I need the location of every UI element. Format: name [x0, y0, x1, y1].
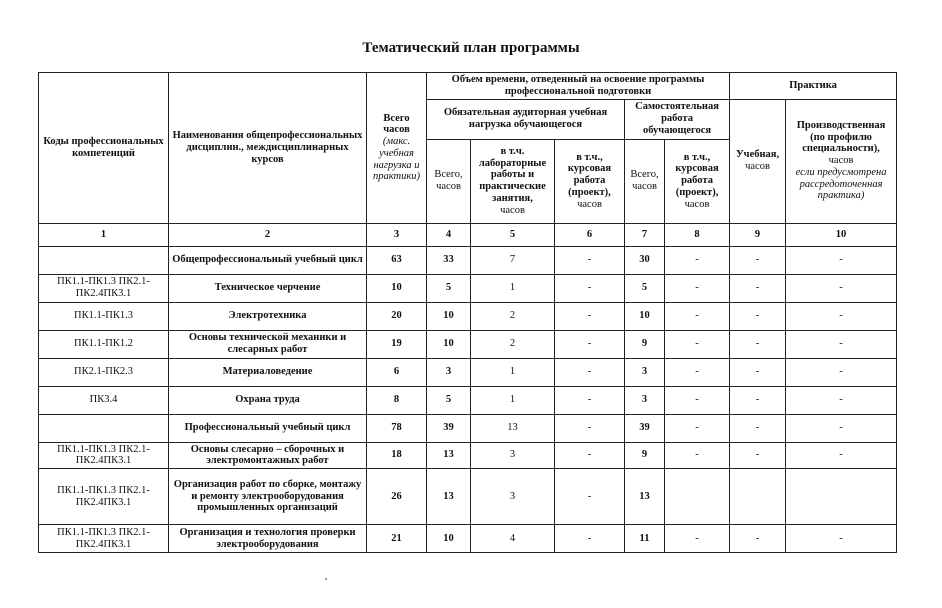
table-row	[39, 469, 897, 525]
total-hours-cell: 20	[367, 302, 427, 330]
mandatory-lab-cell: 3	[471, 469, 555, 525]
table-row	[39, 358, 897, 386]
mandatory-course-cell: -	[555, 358, 625, 386]
mandatory-course-cell: -	[555, 469, 625, 525]
column-number: 10	[786, 223, 897, 246]
independent-course-cell	[665, 469, 730, 525]
table-row	[39, 302, 897, 330]
mandatory-total-cell: 13	[427, 469, 471, 525]
header-independent-course	[665, 139, 730, 223]
column-number: 5	[471, 223, 555, 246]
total-hours-cell: 26	[367, 469, 427, 525]
practice-study-cell: -	[730, 302, 786, 330]
mandatory-course-cell: -	[555, 525, 625, 553]
header-independent: Самостоятельная работа обучающегося	[625, 99, 730, 139]
total-hours-cell: 8	[367, 386, 427, 414]
header-mandatory-course-label: в т.ч., курсовая работа (проект),	[567, 151, 612, 198]
mandatory-course-cell: -	[555, 330, 625, 358]
header-practice-study-unit: часов	[745, 161, 770, 172]
mandatory-course-cell: -	[555, 386, 625, 414]
practice-production-cell: -	[786, 386, 897, 414]
header-practice-study	[730, 99, 786, 223]
header-independent-course-label: в т.ч., курсовая работа (проект),	[675, 151, 719, 198]
practice-production-cell: -	[786, 274, 897, 302]
column-number: 4	[427, 223, 471, 246]
mandatory-course-cell: -	[555, 442, 625, 469]
discipline-name-cell: Основы слесарно – сборочных и электромонтажных работ	[169, 442, 367, 469]
header-mandatory: Обязательная аудиторная учебная нагрузка обучающегося	[427, 99, 625, 139]
table-row	[39, 386, 897, 414]
header-mandatory-lab-unit: часов	[500, 204, 525, 216]
independent-total-cell: 3	[625, 358, 665, 386]
competence-code-cell: ПК1.1-ПК1.3 ПК2.1-ПК2.4ПК3.1	[39, 442, 169, 469]
column-number: 7	[625, 223, 665, 246]
independent-total-cell: 9	[625, 330, 665, 358]
practice-study-cell: -	[730, 525, 786, 553]
independent-course-cell: -	[665, 414, 730, 442]
mandatory-lab-cell: 1	[471, 358, 555, 386]
mandatory-lab-cell: 13	[471, 414, 555, 442]
table-row	[39, 330, 897, 358]
column-number: 3	[367, 223, 427, 246]
mandatory-total-cell: 10	[427, 302, 471, 330]
competence-code-cell: ПК2.1-ПК2.3	[39, 358, 169, 386]
header-codes: Коды профессиональных компетенций	[39, 73, 169, 224]
competence-code-cell: ПК1.1-ПК1.2	[39, 330, 169, 358]
competence-code-cell: ПК1.1-ПК1.3	[39, 302, 169, 330]
independent-course-cell: -	[665, 358, 730, 386]
independent-total-cell: 30	[625, 246, 665, 274]
practice-production-cell	[786, 469, 897, 525]
column-number: 1	[39, 223, 169, 246]
mandatory-course-cell: -	[555, 274, 625, 302]
header-volume: Объем времени, отведенный на освоение программы профессиональной подготовки	[427, 73, 730, 100]
independent-total-cell: 39	[625, 414, 665, 442]
practice-production-cell: -	[786, 302, 897, 330]
table-row	[39, 525, 897, 553]
table-row	[39, 274, 897, 302]
independent-total-cell: 9	[625, 442, 665, 469]
table-row	[39, 442, 897, 469]
independent-total-cell: 5	[625, 274, 665, 302]
competence-code-cell: ПК1.1-ПК1.3 ПК2.1-ПК2.4ПК3.1	[39, 469, 169, 525]
scan-speck	[325, 578, 327, 580]
independent-total-cell: 13	[625, 469, 665, 525]
header-practice-study-label: Учебная,	[735, 149, 780, 161]
mandatory-course-cell: -	[555, 414, 625, 442]
independent-course-cell: -	[665, 442, 730, 469]
practice-study-cell: -	[730, 246, 786, 274]
mandatory-course-cell: -	[555, 246, 625, 274]
mandatory-lab-cell: 2	[471, 330, 555, 358]
practice-study-cell: -	[730, 358, 786, 386]
practice-study-cell: -	[730, 414, 786, 442]
total-hours-cell: 78	[367, 414, 427, 442]
total-hours-cell: 63	[367, 246, 427, 274]
independent-course-cell: -	[665, 386, 730, 414]
header-independent-total: Всего, часов	[625, 139, 665, 223]
header-practice-production	[786, 99, 897, 223]
mandatory-total-cell: 5	[427, 274, 471, 302]
competence-code-cell: ПК1.1-ПК1.3 ПК2.1-ПК2.4ПК3.1	[39, 274, 169, 302]
independent-course-cell: -	[665, 330, 730, 358]
page-title: Тематический план программы	[362, 40, 580, 56]
mandatory-total-cell: 13	[427, 442, 471, 469]
column-number: 8	[665, 223, 730, 246]
header-mandatory-lab-label: в т.ч. лабораторные работы и практические занятия,	[478, 145, 547, 204]
header-total-label: Всего часов	[383, 112, 410, 136]
practice-production-cell: -	[786, 358, 897, 386]
mandatory-lab-cell: 1	[471, 386, 555, 414]
discipline-name-cell: Техническое черчение	[169, 274, 367, 302]
independent-course-cell: -	[665, 525, 730, 553]
discipline-name-cell: Основы технической механики и слесарных работ	[169, 330, 367, 358]
practice-production-cell: -	[786, 525, 897, 553]
column-number: 2	[169, 223, 367, 246]
competence-code-cell: ПК1.1-ПК1.3 ПК2.1-ПК2.4ПК3.1	[39, 525, 169, 553]
practice-production-cell: -	[786, 330, 897, 358]
header-independent-course-unit: часов	[684, 198, 710, 210]
mandatory-lab-cell: 7	[471, 246, 555, 274]
header-mandatory-lab	[471, 139, 555, 223]
header-total	[367, 73, 427, 224]
column-number: 9	[730, 223, 786, 246]
total-hours-cell: 18	[367, 442, 427, 469]
competence-code-cell	[39, 414, 169, 442]
header-total-note: (макс. учебная нагрузка и практики)	[372, 136, 420, 183]
header-mandatory-total: Всего, часов	[427, 139, 471, 223]
header-mandatory-course-unit: часов	[577, 198, 602, 210]
header-practice: Практика	[730, 73, 897, 100]
competence-code-cell: ПК3.4	[39, 386, 169, 414]
mandatory-total-cell: 10	[427, 330, 471, 358]
discipline-name-cell: Организация работ по сборке, монтажу и ремонту электрооборудования промышленных организаций	[169, 469, 367, 525]
practice-production-cell: -	[786, 442, 897, 469]
practice-production-cell: -	[786, 414, 897, 442]
competence-code-cell	[39, 246, 169, 274]
thematic-plan-table	[38, 72, 897, 553]
mandatory-lab-cell: 1	[471, 274, 555, 302]
discipline-name-cell: Материаловедение	[169, 358, 367, 386]
total-hours-cell: 19	[367, 330, 427, 358]
discipline-name-cell: Электротехника	[169, 302, 367, 330]
mandatory-lab-cell: 4	[471, 525, 555, 553]
column-number-row	[39, 223, 897, 246]
mandatory-total-cell: 5	[427, 386, 471, 414]
practice-study-cell: -	[730, 274, 786, 302]
mandatory-total-cell: 33	[427, 246, 471, 274]
discipline-name-cell: Организация и технология проверки электрооборудования	[169, 525, 367, 553]
discipline-name-cell: Профессиональный учебный цикл	[169, 414, 367, 442]
practice-study-cell	[730, 469, 786, 525]
table-row	[39, 414, 897, 442]
total-hours-cell: 10	[367, 274, 427, 302]
total-hours-cell: 21	[367, 525, 427, 553]
independent-course-cell: -	[665, 274, 730, 302]
header-practice-production-label: Производственная (по профилю специальности),	[796, 119, 886, 155]
mandatory-lab-cell: 3	[471, 442, 555, 469]
header-practice-production-note: если предусмотрена рассредоточенная практика)	[795, 166, 887, 202]
table-row	[39, 246, 897, 274]
independent-course-cell: -	[665, 302, 730, 330]
practice-study-cell: -	[730, 442, 786, 469]
header-practice-production-unit: часов	[828, 155, 854, 167]
mandatory-course-cell: -	[555, 302, 625, 330]
header-names: Наименования общепрофессиональных дисциплин., междисциплинарных курсов	[169, 73, 367, 224]
independent-total-cell: 10	[625, 302, 665, 330]
practice-study-cell: -	[730, 386, 786, 414]
practice-study-cell: -	[730, 330, 786, 358]
mandatory-total-cell: 10	[427, 525, 471, 553]
independent-total-cell: 3	[625, 386, 665, 414]
practice-production-cell: -	[786, 246, 897, 274]
column-number: 6	[555, 223, 625, 246]
independent-course-cell: -	[665, 246, 730, 274]
independent-total-cell: 11	[625, 525, 665, 553]
mandatory-total-cell: 3	[427, 358, 471, 386]
mandatory-lab-cell: 2	[471, 302, 555, 330]
total-hours-cell: 6	[367, 358, 427, 386]
discipline-name-cell: Охрана труда	[169, 386, 367, 414]
discipline-name-cell: Общепрофессиональный учебный цикл	[169, 246, 367, 274]
header-mandatory-course	[555, 139, 625, 223]
mandatory-total-cell: 39	[427, 414, 471, 442]
